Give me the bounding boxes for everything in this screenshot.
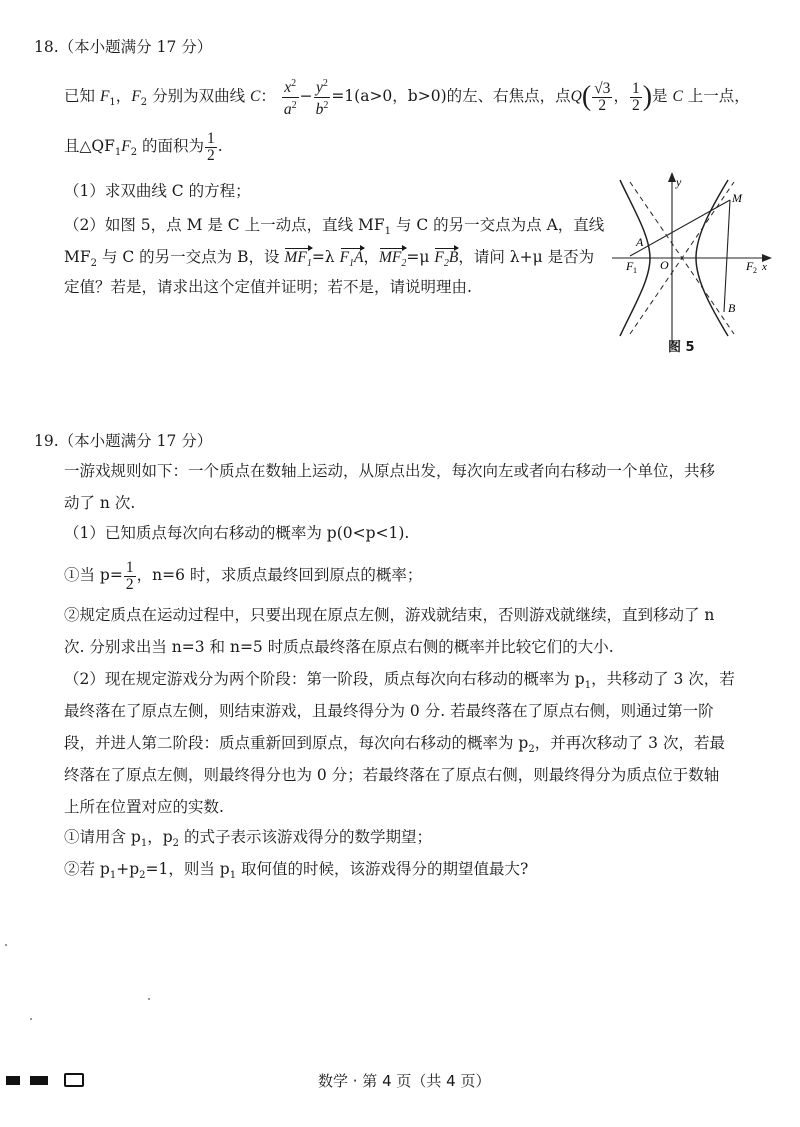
label-a: A [636,235,644,249]
q19-line11: 上所在位置对应的实数. [64,798,224,816]
hyperbola-y-term: $\frac{y^2}{b^2}$ [315,78,329,118]
label-f2-sub: 2 [753,266,757,275]
q18-intro: 已知 $F_1$，$F_2$ 分别为双曲线 C： $\frac{x^2}{a^2}$ − $\frac{y^2}{b^2}$ =1(a>0，b>0)的左、右焦点，点Q( $\frac{√3}{2}$ ， $\frac{1}{2}$ )是 C 上一点， [64,78,750,118]
label-f2: F [746,259,754,273]
q19-line5: ②规定质点在运动过程中，只要出现在原点左侧，游戏就结束，否则游戏就继续，直到移动了 n [64,606,715,624]
q19-line1: 一游戏规则如下：一个质点在数轴上运动，从原点出发，每次向左或者向右移动一个单位，共移 [64,462,716,480]
q19-line2: 动了 n 次. [64,494,136,512]
q18-header: 18.（本小题满分 17 分） [34,38,213,56]
hyperbola-x-term: $\frac{x^2}{a^2}$ [283,78,297,118]
label-f1-sub: 1 [633,266,637,275]
label-f1: F [626,259,634,273]
q19-line7: （2）现在规定游戏分为两个阶段：第一阶段，质点每次向右移动的概率为 $p_1$，共移动了 3 次，若 [64,670,735,692]
q18-part2-line1: （2）如图 5，点 M 是 C 上一动点，直线 $MF_1$ 与 C 的另一交点为点 A，直线 [64,216,605,238]
q19-line13: ②若 $p_1+p_2=1$，则当 $p_1$ 取何值的时候，该游戏得分的期望值最大? [64,860,529,882]
page-footer: 数学 · 第 4 页（共 4 页） [318,1072,491,1090]
q18-part1: （1）求双曲线 C 的方程； [64,182,251,200]
q19-line9: 段，并进人第二阶段：质点重新回到原点，每次向右移动的概率为 $p_2$，并再次移动了 3 次，若最 [64,734,725,756]
label-x: x [762,261,767,273]
figure-caption: 图 5 [668,340,695,355]
footer-mark-2 [30,1076,48,1085]
q19-line12: ①请用含 $p_1$，$p_2$ 的式子表示该游戏得分的数学期望； [64,828,432,850]
label-m: M [732,191,742,205]
label-y: y [676,175,682,189]
q19-line8: 最终落在了原点左侧，则结束游戏，且最终得分为 0 分. 若最终落在了原点右侧，则通过第一阶 [64,702,714,720]
label-b: B [728,301,736,315]
line-mf1 [630,200,730,256]
q19-line4: ①当 p= $\frac{1}{2}$ ，n=6 时，求质点最终回到原点的概率； [64,558,423,593]
q18-part2-line3: 定值？若是，请求出这个定值并证明；若不是，请说明理由. [64,278,472,296]
footer-mark-1 [6,1076,20,1085]
q19-line6: 次. 分别求出当 n=3 和 n=5 时质点最终落在原点右侧的概率并比较它们的大小. [64,638,614,656]
footer-box-mark [64,1073,84,1087]
q18-part2-line2: $MF_2$ 与 C 的另一交点为 B，设 $MF_1=\lambda$ $F_1A$，$MF_2=\mu$ $F_2B$，请问 λ+μ 是否为 [64,246,594,275]
q18-area: 且$\triangle QF_1F_2$ 的面积为 $\frac{1}{2}$ . [64,129,223,164]
scan-speck [148,998,150,1000]
scan-speck [5,944,7,946]
hyperbola-figure [612,170,772,360]
scan-speck [30,1018,32,1020]
y-axis-arrow [668,172,676,182]
line-mf2 [724,200,730,312]
q19-line10: 终落在了原点左侧，则最终得分也为 0 分；若最终落在了原点右侧，则最终得分为质点位于数轴 [64,766,720,784]
q19-line3: （1）已知质点每次向右移动的概率为 p(0<p<1). [64,524,410,542]
q19-header: 19.（本小题满分 17 分） [34,432,213,450]
label-o: O [660,258,669,272]
